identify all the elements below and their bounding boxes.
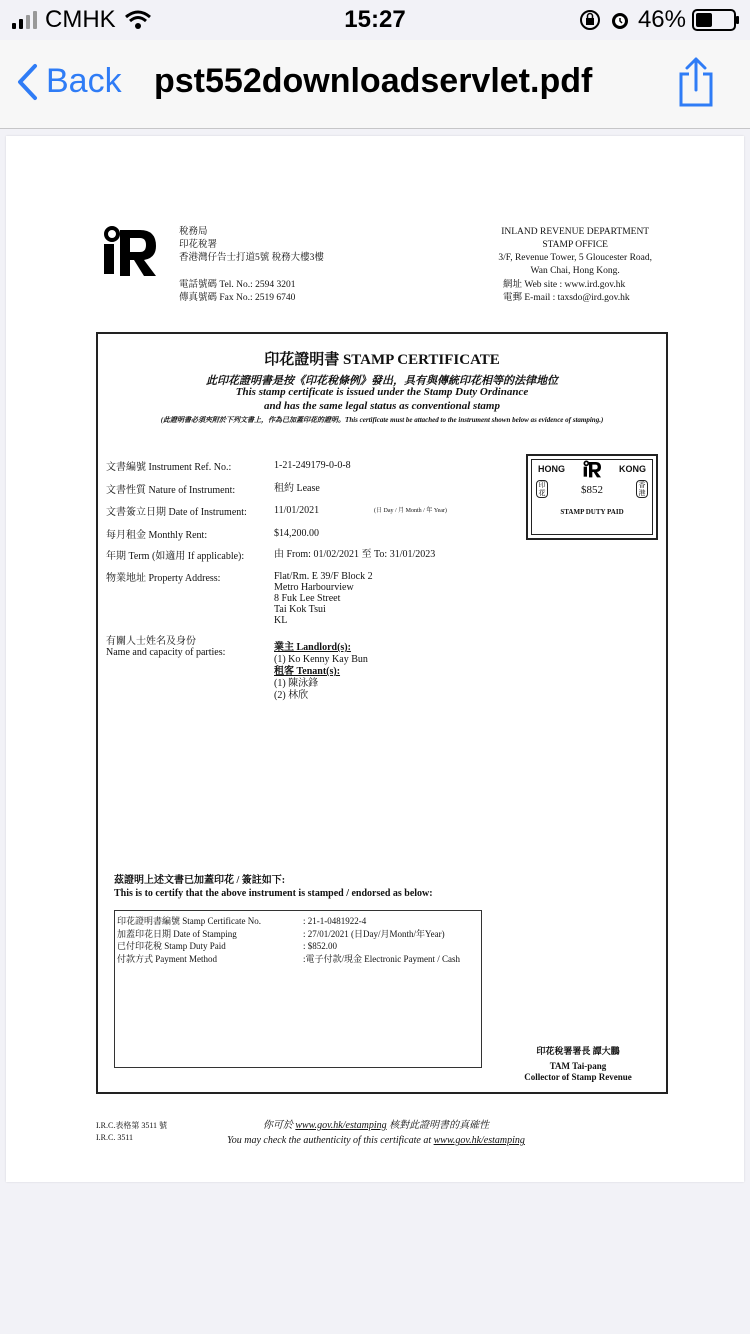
subtitle-small: (此證明書必須夾附於下列文書上，作為已加蓋印花的證明。This certificate must be attached to the instrument shown below as evidence of stamping.): [160, 416, 604, 424]
fax-line: 傳真號碼 Fax No.: 2519 6740: [179, 293, 296, 303]
email-line: 電郵 E-mail : taxsdo@ird.gov.hk: [503, 293, 630, 303]
stamp-ird-logo: [580, 460, 604, 478]
header-left: [179, 226, 324, 265]
stamp-left-emblem: 印花: [536, 480, 548, 498]
signature-title: Collector of Stamp Revenue: [524, 1072, 632, 1082]
field-value: 11/01/2021: [274, 505, 320, 516]
footer-cn-pre: 你可於: [262, 1120, 293, 1131]
form-number: [96, 1120, 167, 1144]
detail-value: : 27/01/2021 (日Day/月Month/年Year): [303, 928, 445, 939]
field-label: 年期 Term (如適用 If applicable):: [106, 551, 245, 562]
field-label: 文書簽立日期 Date of Instrument:: [106, 507, 247, 518]
clock: 15:27: [344, 6, 406, 33]
address-line: KL: [274, 615, 288, 626]
parties-label-en: Name and capacity of parties:: [106, 647, 226, 658]
parties-label: [106, 636, 225, 658]
subtitle-en-1: This stamp certificate is issued under the Stamp Duty Ordinance: [235, 386, 529, 398]
alarm-icon: [608, 8, 632, 32]
stamp-amount: $852: [581, 484, 603, 496]
pdf-page[interactable]: [6, 136, 744, 1182]
detail-value: :電子付款/現金 Electronic Payment / Cash: [303, 953, 460, 964]
parties-label-cn: 有關人士姓名及身份: [106, 636, 196, 647]
field-value: 由 From: 01/02/2021 至 To: 31/01/2023: [274, 549, 436, 560]
document-title: pst552downloadservlet.pdf: [154, 62, 593, 100]
tenant-name: (1) 陳泳鋒: [274, 678, 319, 689]
header-contact-left: [179, 279, 296, 305]
field-label: 文書性質 Nature of Instrument:: [106, 485, 236, 496]
authenticity-note: [196, 1118, 556, 1148]
header-left-line: 印花稅署: [179, 240, 218, 250]
certificate-box: [96, 332, 668, 1094]
chevron-left-icon: [16, 63, 38, 101]
details-values: [303, 915, 460, 965]
certify-statement: [114, 874, 433, 900]
address-line: Flat/Rm. E 39/F Block 2: [274, 571, 373, 582]
address-line: Tai Kok Tsui: [274, 604, 326, 615]
stamp-certificate-document: [6, 136, 744, 1182]
estamping-link[interactable]: www.gov.hk/estamping: [433, 1135, 525, 1146]
field-value: 1-21-249179-0-0-8: [274, 460, 351, 471]
website-line: 網址 Web site : www.ird.gov.hk: [503, 280, 626, 290]
footer-cn-post: 核對此證明書的真確性: [389, 1120, 490, 1131]
signature-cn: 印花稅署署長 譚大鵬: [536, 1046, 620, 1056]
field-value: $14,200.00: [274, 528, 319, 539]
form-number-line: I.R.C. 3511: [96, 1133, 134, 1142]
stamping-details-box: [114, 910, 482, 1068]
estamping-link[interactable]: www.gov.hk/estamping: [295, 1120, 387, 1131]
detail-label: 已付印花稅 Stamp Duty Paid: [117, 941, 226, 951]
share-button[interactable]: [676, 56, 716, 108]
carrier-label: CMHK: [45, 6, 116, 33]
stamp-kong: KONG: [619, 464, 646, 474]
header-contact-right: [503, 279, 630, 305]
property-address: [274, 571, 373, 626]
landlord-name: (1) Ko Kenny Kay Bun: [274, 654, 368, 665]
battery-percent: 46%: [637, 6, 686, 33]
address-line: 8 Fuk Lee Street: [274, 593, 341, 604]
header-left-line: 香港灣仔告士打道5號 稅務大樓3樓: [179, 253, 324, 263]
detail-label: 印花證明書編號 Stamp Certificate No.: [117, 916, 261, 926]
landlord-label: 業主 Landlord(s):: [274, 642, 351, 653]
parties: [274, 642, 368, 702]
back-button[interactable]: [16, 62, 122, 101]
stamp-paid-label: STAMP DUTY PAID: [560, 508, 624, 516]
certify-cn: 茲證明上述文書已加蓋印花 / 簽註如下:: [114, 875, 286, 886]
header-right-line: Wan Chai, Hong Kong.: [530, 266, 620, 276]
field-label: 文書編號 Instrument Ref. No.:: [106, 462, 232, 473]
address-line: Metro Harbourview: [274, 582, 354, 593]
stamp-inner-border: [531, 459, 653, 535]
field-label: 每月租金 Monthly Rent:: [106, 530, 208, 541]
tenant-name: (2) 林欣: [274, 690, 309, 701]
stamp-right-emblem: 香港: [636, 480, 648, 498]
stamp-duty-paid-stamp: [526, 454, 658, 540]
date-format-note: (日 Day / 月 Month / 年 Year): [374, 508, 447, 514]
certificate-title: 印花證明書 STAMP CERTIFICATE: [264, 352, 500, 368]
subtitle-cn: 此印花證明書是按《印花稅條例》發出，具有與傳統印花相等的法律地位: [206, 375, 558, 387]
header-right-line: STAMP OFFICE: [542, 240, 608, 250]
back-label: Back: [46, 62, 122, 100]
rotation-lock-icon: [578, 8, 602, 32]
detail-label: 付款方式 Payment Method: [117, 953, 217, 964]
footer-en-pre: You may check the authenticity of this certificate at: [227, 1135, 432, 1146]
certify-en: This is to certify that the above instrument is stamped / endorsed as below:: [114, 888, 433, 899]
form-number-line: I.R.C.表格第 3511 號: [96, 1121, 168, 1130]
header-left-line: 稅務局: [179, 227, 208, 237]
subtitle-en-2: and has the same legal status as conventional stamp: [264, 400, 500, 412]
detail-label: 加蓋印花日期 Date of Stamping: [117, 928, 237, 939]
header-right: [498, 226, 652, 278]
tenant-label: 租客 Tenant(s):: [274, 666, 341, 677]
header-right-line: 3/F, Revenue Tower, 5 Gloucester Road,: [498, 253, 652, 263]
signature-name: TAM Tai-pang: [549, 1061, 607, 1071]
field-value: 租約 Lease: [274, 483, 320, 494]
signature-block: [498, 1046, 658, 1083]
detail-value: : $852.00: [303, 941, 338, 951]
tel-line: 電話號碼 Tel. No.: 2594 3201: [179, 280, 296, 290]
details-labels: [117, 915, 261, 965]
detail-value: : 21-1-0481922-4: [303, 916, 367, 926]
field-label: 物業地址 Property Address:: [106, 573, 221, 584]
ird-logo: [100, 224, 158, 278]
stamp-hong: HONG: [538, 464, 565, 474]
status-bar: [0, 0, 750, 40]
battery-icon: [692, 9, 736, 31]
header-right-line: INLAND REVENUE DEPARTMENT: [501, 227, 650, 237]
nav-bar: [0, 40, 750, 129]
